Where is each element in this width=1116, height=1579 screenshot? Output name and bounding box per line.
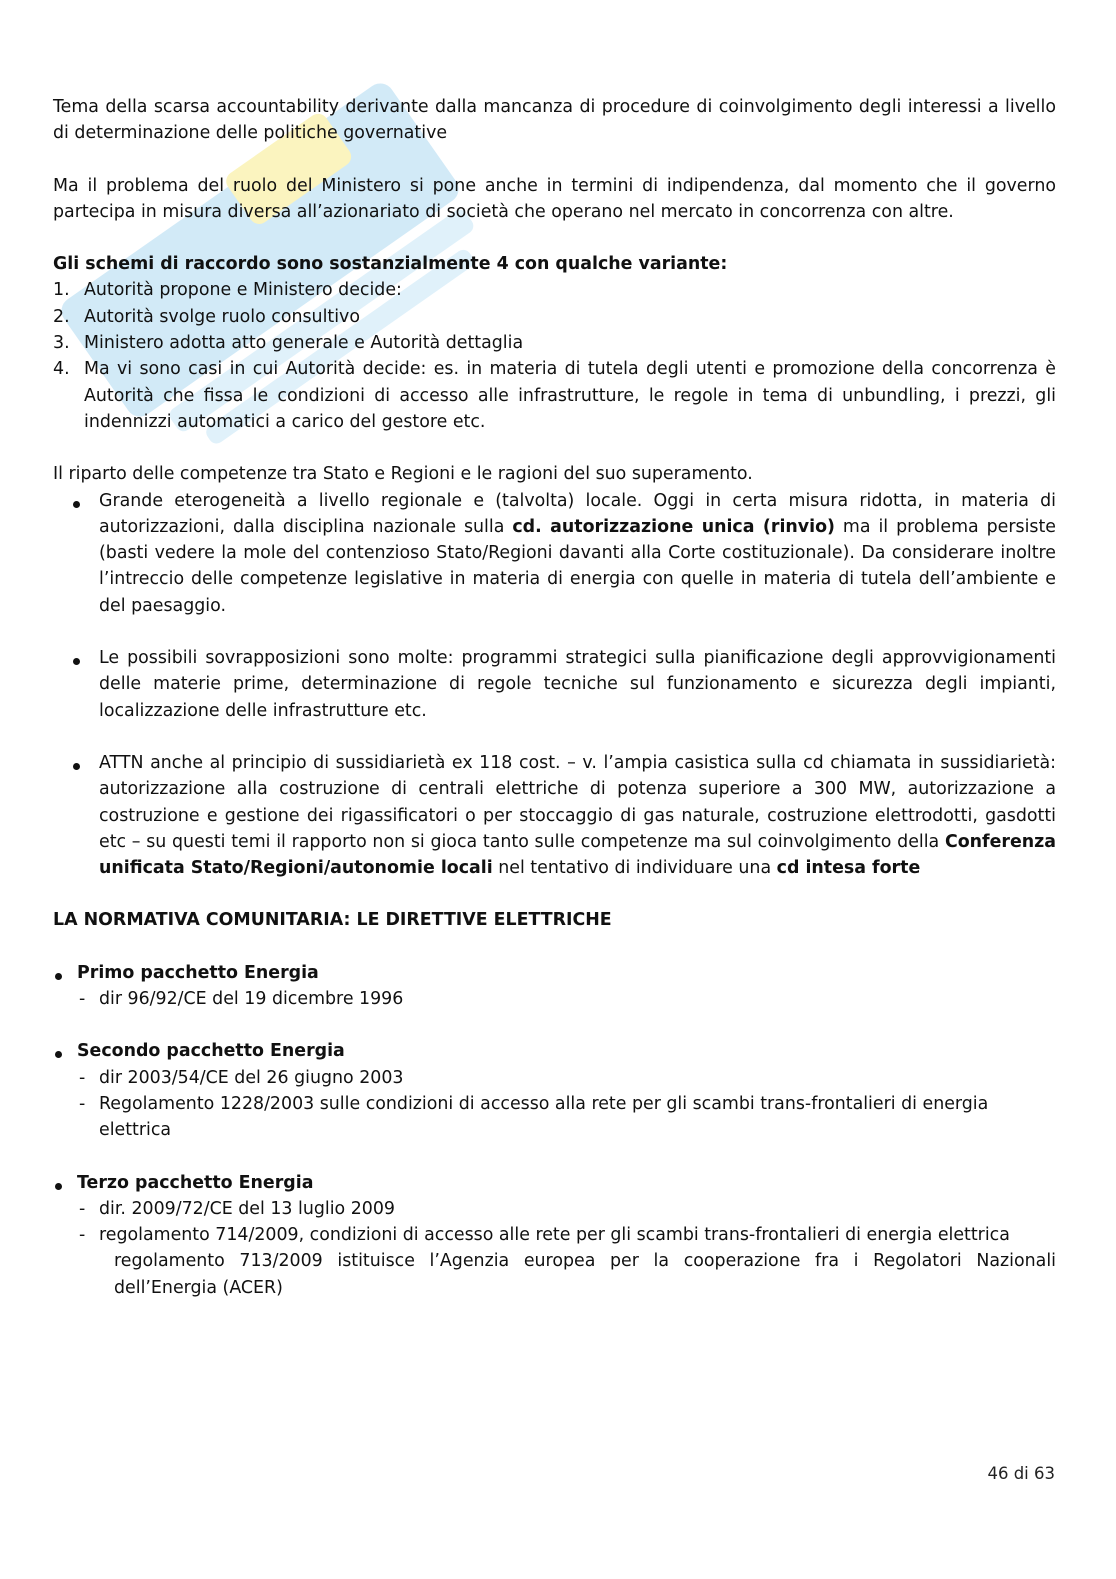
list-item-text: Ministero adotta atto generale e Autorità dettaglia	[84, 333, 524, 354]
list-item-text: Ma vi sono casi in cui Autorità decide: es. in materia di tutela degli utenti e promozione della concorrenza è Autorità che fissa le condizioni di accesso alle infrastrutture, le regole in tema di unbundling, i prezzi, gli indennizzi automatici a carico del gestore etc.	[84, 359, 1056, 432]
bullet-icon	[73, 658, 80, 665]
riparto-bold-3b: cd intesa forte	[776, 858, 921, 879]
list-item	[53, 488, 1056, 619]
bullet-icon	[55, 1051, 62, 1058]
normativa-heading	[53, 907, 1056, 933]
riparto-text-3b: nel tentativo di individuare una	[492, 858, 777, 879]
intro-paragraph-2: Ma il problema del ruolo del Ministero si pone anche in termini di indipendenza, dal momento che il governo partecipa in misura diversa all’azionariato di società che operano nel mercato in concorrenza con altre.	[53, 175, 1056, 222]
list-item: - dir. 2009/72/CE del 13 luglio 2009	[53, 1196, 1056, 1222]
list-item	[53, 750, 1056, 881]
package-title: Primo pacchetto Energia	[53, 960, 1056, 986]
bullet-icon	[55, 1183, 62, 1190]
list-item: - dir 2003/54/CE del 26 giugno 2003	[53, 1065, 1056, 1091]
page-number: 46 di 63	[987, 1464, 1055, 1483]
schemi-list	[53, 277, 1056, 435]
package-title: Secondo pacchetto Energia	[53, 1038, 1056, 1064]
riparto-text-3a: ATTN anche al principio di sussidiarietà ex 118 cost. – v. l’ampia casistica sulla cd chiamata in sussidiarietà: autorizzazione alla costruzione di centrali elettriche di potenza superiore a 300 MW, autorizzazione a costruzione e gestione dei rigassificatori o per stoccaggio di gas naturale, costruzione elettrodotti, gasdotti etc – su questi temi il rapporto non si gioca tanto sulle competenze ma sul coinvolgimento della	[99, 752, 1056, 852]
schemi-heading	[53, 251, 1056, 277]
riparto-text-1b: ma il problema persiste (basti vedere la mole del contenzioso Stato/Regioni davanti alla Corte costituzionale). Da considerare inoltre l’intreccio delle competenze legislative in materia di energia con quelle in materia di tutela dell’ambiente e del paesaggio.	[99, 516, 1056, 616]
list-item	[53, 356, 1056, 435]
dash-icon: -	[79, 1225, 86, 1246]
document-body	[53, 94, 1056, 1301]
riparto-heading: Il riparto delle competenze tra Stato e Regioni e le ragioni del suo superamento.	[53, 464, 753, 485]
list-item	[53, 645, 1056, 724]
dash-icon: -	[79, 1093, 86, 1114]
normativa-heading-text: LA NORMATIVA COMUNITARIA: LE DIRETTIVE ELETTRICHE	[53, 910, 612, 931]
riparto-list	[53, 488, 1056, 882]
package-list	[53, 1065, 1056, 1144]
list-item	[53, 304, 1056, 330]
list-item: - Regolamento 1228/2003 sulle condizioni di accesso alla rete per gli scambi trans-frontalieri di energia elettrica	[53, 1091, 1056, 1144]
list-item: - dir 96/92/CE del 19 dicembre 1996	[53, 986, 1056, 1012]
list-item-text: Autorità svolge ruolo consultivo	[84, 306, 360, 327]
dash-icon: -	[79, 1067, 86, 1088]
package-title: Terzo pacchetto Energia	[53, 1170, 1056, 1196]
bullet-icon	[73, 763, 80, 770]
intro-paragraph-1: Tema della scarsa accountability derivante dalla mancanza di procedure di coinvolgimento degli interessi a livello di determinazione delle politiche governative	[53, 97, 1056, 144]
list-item	[53, 330, 1056, 356]
schemi-heading-text: Gli schemi di raccordo sono sostanzialmente 4 con qualche variante:	[53, 254, 728, 275]
riparto-text-2: Le possibili sovrapposizioni sono molte: programmi strategici sulla pianificazione degli approvvigionamenti delle materie prime, determinazione di regole tecniche sul funzionamento e sicurezza degli impianti, localizzazione delle infrastrutture etc.	[99, 648, 1056, 721]
package-list	[53, 1196, 1056, 1249]
package-extra-text: regolamento 713/2009 istituisce l’Agenzia europea per la cooperazione fra i Regolatori Nazionali dell’Energia (ACER)	[114, 1251, 1056, 1298]
list-number: 2.	[53, 306, 70, 327]
list-item: - regolamento 714/2009, condizioni di accesso alle rete per gli scambi trans-frontalieri di energia elettrica	[53, 1222, 1056, 1248]
list-item	[53, 277, 1056, 303]
list-item-text: Autorità propone e Ministero decide:	[84, 280, 402, 301]
bullet-icon	[55, 973, 62, 980]
package-list	[53, 986, 1056, 1012]
list-number: 3.	[53, 333, 70, 354]
bullet-icon	[73, 501, 80, 508]
list-number: 1.	[53, 280, 70, 301]
riparto-bold-1: cd. autorizzazione unica (rinvio)	[512, 516, 835, 537]
list-number: 4.	[53, 359, 70, 380]
riparto-text-1a: Grande eterogeneità a livello regionale e (talvolta) locale. Oggi in certa misura ridotta, in materia di autorizzazioni, dalla disciplina nazionale sulla	[99, 490, 1056, 537]
riparto-bold-3a: Conferenza unificata Stato/Regioni/autonomie locali	[99, 831, 1056, 879]
dash-icon: -	[79, 989, 86, 1010]
dash-icon: -	[79, 1198, 86, 1219]
